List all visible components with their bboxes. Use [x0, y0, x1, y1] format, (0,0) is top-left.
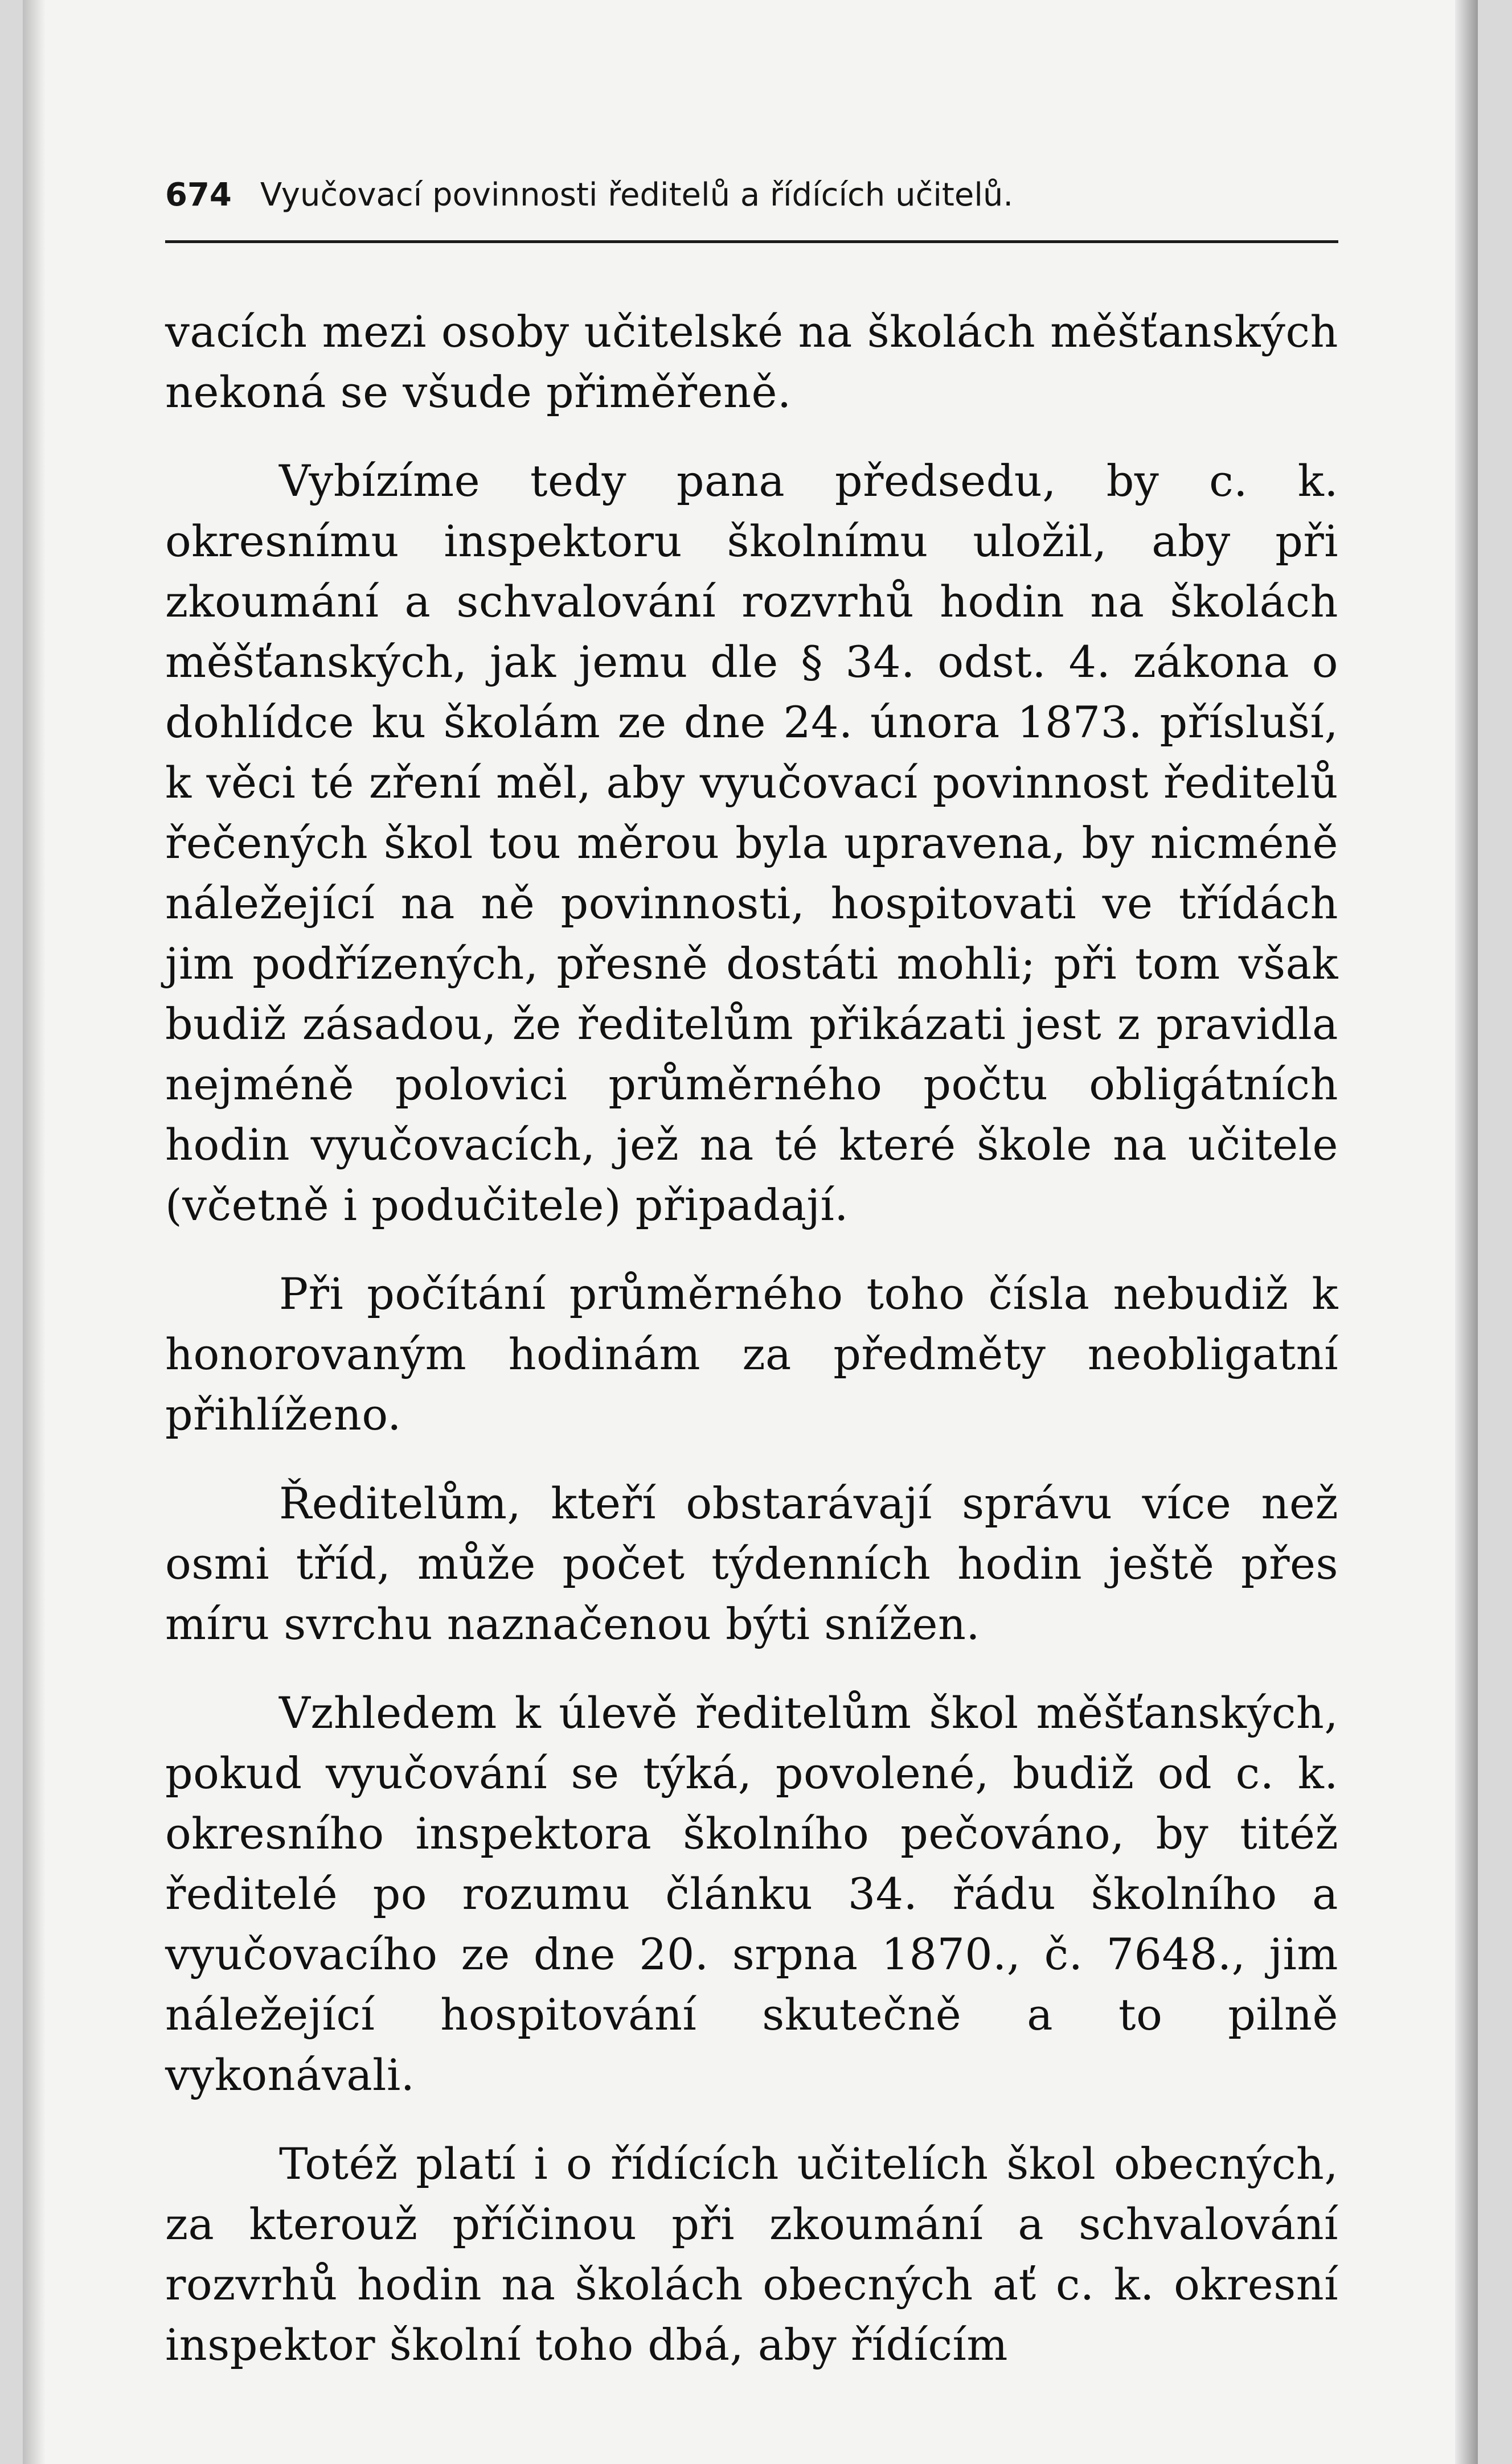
paragraph-continued: vacích mezi osoby učitelské na školách měšťanských nekoná se všude přiměřeně.: [165, 306, 1338, 417]
paragraph: Při počítání průměrného toho čísla nebudiž k honorovaným hodinám za předměty neobligatní přihlíženo.: [165, 1268, 1338, 1440]
running-header: [165, 176, 1338, 222]
paragraph: Ředitelům, kteří obstarávají správu více než osmi tříd, může počet týdenních hodin ještě přes míru svrchu naznačenou býti snížen.: [165, 1478, 1338, 1649]
paragraph: Totéž platí i o řídících učitelích škol obecných, za kterouž příčinou při zkoumání a schvalování rozvrhů hodin na školách obecných ať c. k. okresní inspektor školní toho dbá, aby řídícím: [165, 2138, 1338, 2370]
page-number: 674: [165, 176, 232, 213]
body-text: [165, 302, 1338, 2404]
header-rule: [165, 240, 1338, 243]
paragraph: Vzhledem k úlevě ředitelům škol měšťanských, pokud vyučování se týká, povolené, budiž od c. k. okresního inspektora školního pečováno, by titéž ředitelé po rozumu článku 34. řádu školního a vyučovacího ze dne 20. srpna 1870., č. 7648., jim náležející hospitování skutečně a to pilně vykonávali.: [165, 1687, 1338, 2100]
book-page: [23, 0, 1478, 2464]
paragraph: Vybízíme tedy pana předsedu, by c. k. okresnímu inspektoru školnímu uložil, aby při zkoumání a schvalování rozvrhů hodin na školách měšťanských, jak jemu dle § 34. odst. 4. zákona o dohlídce ku školám ze dne 24. února 1873. přísluší, k věci té zření měl, aby vyučovací povinnost ředitelů řečených škol tou měrou byla upravena, by nicméně náležející na ně povinnosti, hospitovati ve třídách jim podřízených, přesně dostáti mohli; při tom však budiž zásadou, že ředitelům přikázati jest z pravidla nejméně polovici průměrného počtu obligátních hodin vyučovacích, jež na té které škole na učitele (včetně i podučitele) připadají.: [165, 455, 1338, 1230]
page-edge-shadow: [1455, 0, 1478, 2464]
page-gutter-shadow: [23, 0, 46, 2464]
running-title: Vyučovací povinnosti ředitelů a řídících učitelů.: [260, 176, 1014, 213]
